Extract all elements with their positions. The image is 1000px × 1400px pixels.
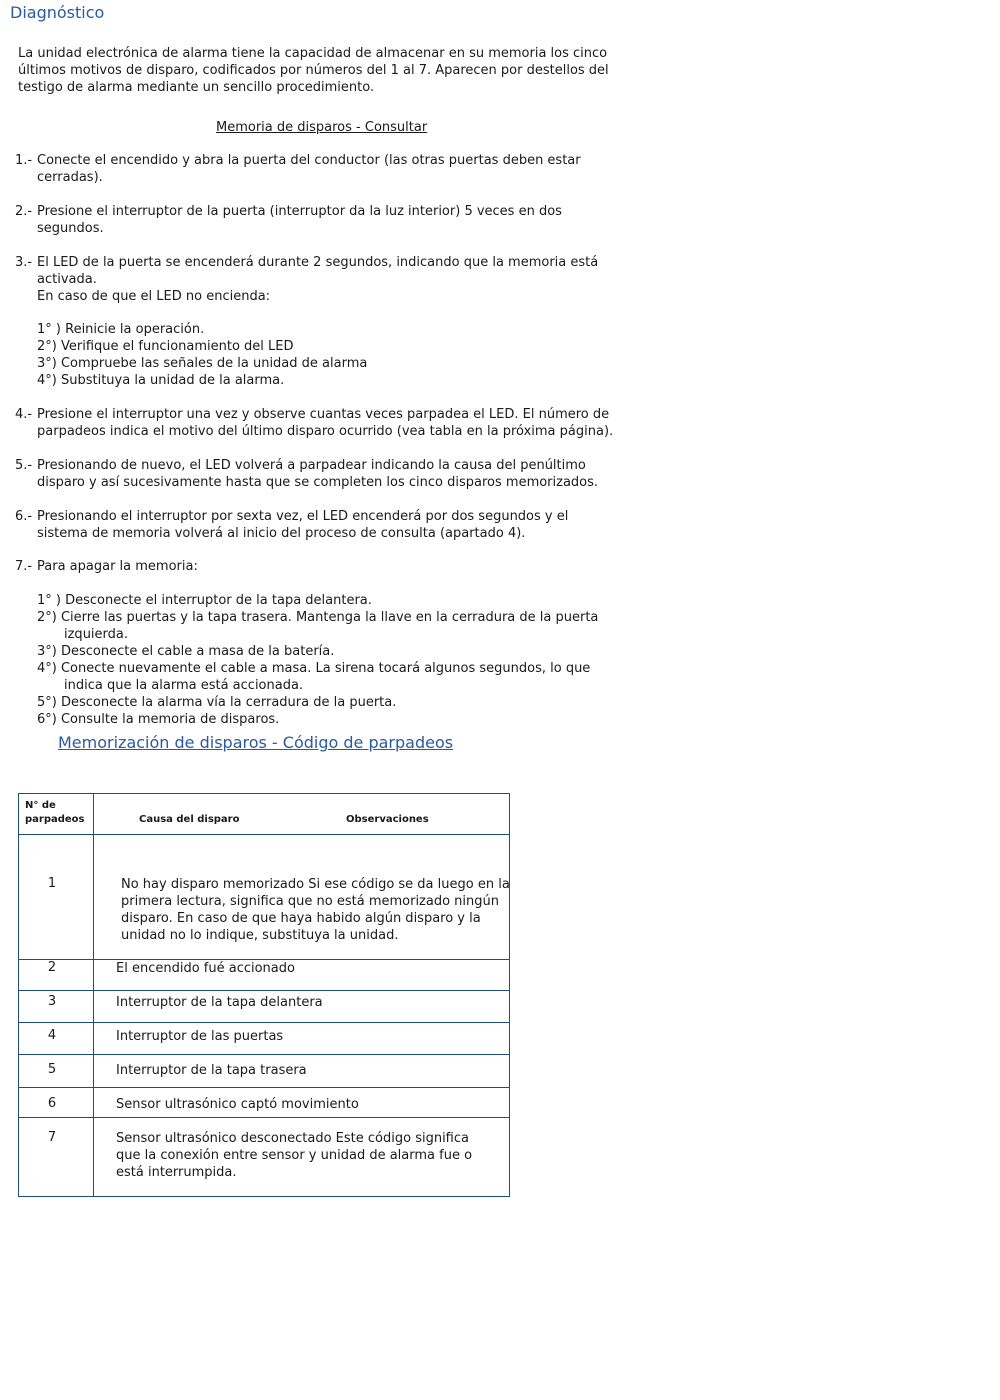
column-divider — [93, 794, 94, 1196]
intro-line: testigo de alarma mediante un sencillo procedimiento. — [18, 80, 375, 95]
step-line: Conecte el encendido y abra la puerta del conductor (las otras puertas deben estar — [37, 153, 581, 168]
row-divider — [19, 1054, 509, 1055]
cause-line: que la conexión entre sensor y unidad de alarma fue o — [116, 1148, 473, 1163]
step-number: 2.- — [15, 204, 33, 219]
step-number: 1.- — [15, 153, 33, 168]
step-line: El LED de la puerta se encenderá durante 2 segundos, indicando que la memoria está — [37, 255, 599, 270]
sub-line: Reinicie la operación. — [65, 322, 205, 337]
step-4 — [15, 406, 613, 440]
row-divider — [19, 990, 509, 991]
table-row-cause — [121, 876, 510, 944]
step-1 — [15, 152, 581, 186]
step-number: 5.- — [15, 458, 33, 473]
sub-line: Desconecte el interruptor de la tapa delantera. — [65, 593, 372, 608]
sub-line: Verifique el funcionamiento del LED — [60, 339, 294, 354]
blink-code-table — [18, 793, 510, 1197]
intro-line: La unidad electrónica de alarma tiene la capacidad de almacenar en su memoria los cinco — [18, 46, 608, 61]
table-row-cause: Interruptor de las puertas — [116, 1029, 284, 1044]
cause-line: unidad no lo indique, substituya la unidad. — [121, 928, 399, 943]
sub-item — [37, 338, 367, 355]
code-table-heading: Memorización de disparos - Código de parpadeos — [58, 733, 454, 752]
cause-line: primera lectura, significa que no está memorizado ningún — [121, 894, 500, 909]
sub-item — [37, 694, 598, 711]
step-number: 6.- — [15, 509, 33, 524]
sub-item — [37, 660, 598, 694]
sub-line: Conecte nuevamente el cable a masa. La sirena tocará algunos segundos, lo que — [60, 661, 591, 676]
sub-line: Desconecte el cable a masa de la batería. — [60, 644, 335, 659]
table-row-cause — [116, 1130, 472, 1181]
sub-item — [37, 711, 598, 728]
row-divider — [19, 1087, 509, 1088]
row-divider — [19, 834, 509, 835]
step-line: activada. — [37, 272, 97, 287]
sub-item — [37, 592, 598, 609]
table-row-cause: Interruptor de la tapa delantera — [116, 995, 323, 1010]
blink-number: 3 — [47, 994, 57, 1009]
table-row-cause: Interruptor de la tapa trasera — [116, 1063, 307, 1078]
cause-line: disparo. En caso de que haya habido algún disparo y la — [121, 911, 481, 926]
header-blink-count — [25, 799, 85, 827]
sub-number: 6°) — [37, 712, 57, 727]
sub-line: Substituya la unidad de la alarma. — [60, 373, 285, 388]
step-number: 3.- — [15, 255, 33, 270]
intro-paragraph — [18, 45, 609, 96]
sub-item — [37, 372, 367, 389]
step-2 — [15, 203, 562, 237]
blink-number: 2 — [47, 960, 57, 975]
step-3 — [15, 254, 598, 305]
step-line: En caso de que el LED no encienda: — [37, 289, 271, 304]
header-line: parpadeos — [25, 814, 85, 825]
step-line: segundos. — [37, 221, 104, 236]
step-7-sub-list — [37, 592, 598, 728]
step-line: Presionando de nuevo, el LED volverá a parpadear indicando la causa del penúltimo — [37, 458, 586, 473]
sub-line: Consulte la memoria de disparos. — [60, 712, 280, 727]
step-line: Presionando el interruptor por sexta vez, el LED encenderá por dos segundos y el — [37, 509, 569, 524]
step-number: 4.- — [15, 407, 33, 422]
sub-line: Desconecte la alarma vía la cerradura de la puerta. — [60, 695, 397, 710]
blink-number: 4 — [47, 1028, 57, 1043]
step-7 — [15, 558, 198, 575]
step-number: 7.- — [15, 559, 33, 574]
sub-number: 2°) — [37, 610, 57, 625]
sub-line: indica que la alarma está accionada. — [64, 678, 304, 693]
sub-item — [37, 321, 367, 338]
blink-number: 6 — [47, 1096, 57, 1111]
step-3-sub-list — [37, 321, 367, 389]
sub-number: 5°) — [37, 695, 57, 710]
step-line: Presione el interruptor una vez y observe cuantas veces parpadea el LED. El número de — [37, 407, 610, 422]
blink-number: 7 — [47, 1130, 57, 1145]
blink-number: 5 — [47, 1062, 57, 1077]
sub-line: izquierda. — [64, 627, 129, 642]
sub-number: 4°) — [37, 661, 57, 676]
table-row-cause: El encendido fué accionado — [116, 961, 295, 976]
step-line: Presione el interruptor de la puerta (interruptor da la luz interior) 5 veces en dos — [37, 204, 562, 219]
sub-number: 1° ) — [37, 322, 61, 337]
row-divider — [19, 1022, 509, 1023]
cause-line: está interrumpida. — [116, 1165, 237, 1180]
blink-number: 1 — [47, 876, 57, 891]
sub-item — [37, 609, 598, 643]
row-divider — [19, 1117, 509, 1118]
sub-line: Compruebe las señales de la unidad de alarma — [60, 356, 368, 371]
cause-line: Sensor ultrasónico desconectado Este código significa — [116, 1131, 469, 1146]
table-row-cause: Sensor ultrasónico captó movimiento — [116, 1097, 359, 1112]
sub-item — [37, 355, 367, 372]
header-line: N° de — [25, 800, 56, 811]
step-line: sistema de memoria volverá al inicio del proceso de consulta (apartado 4). — [37, 526, 526, 541]
step-line: parpadeos indica el motivo del último disparo ocurrido (vea tabla en la próxima página). — [37, 424, 614, 439]
step-line: Para apagar la memoria: — [37, 559, 198, 574]
step-line: cerradas). — [37, 170, 103, 185]
intro-line: últimos motivos de disparo, codificados por números del 1 al 7. Aparecen por destellos del — [18, 63, 609, 78]
sub-number: 1° ) — [37, 593, 61, 608]
sub-number: 4°) — [37, 373, 57, 388]
memory-heading: Memoria de disparos - Consultar — [216, 120, 428, 135]
sub-line: Cierre las puertas y la tapa trasera. Mantenga la llave en la cerradura de la puerta — [60, 610, 599, 625]
sub-number: 2°) — [37, 339, 57, 354]
header-cause: Causa del disparo — [139, 814, 240, 825]
step-6 — [15, 508, 568, 542]
page-title: Diagnóstico — [10, 3, 105, 22]
header-observations: Observaciones — [346, 814, 429, 825]
step-line: disparo y así sucesivamente hasta que se completen los cinco disparos memorizados. — [37, 475, 599, 490]
cause-line: No hay disparo memorizado Si ese código se da luego en la — [121, 877, 510, 892]
sub-number: 3°) — [37, 644, 57, 659]
sub-number: 3°) — [37, 356, 57, 371]
sub-item — [37, 643, 598, 660]
step-5 — [15, 457, 598, 491]
